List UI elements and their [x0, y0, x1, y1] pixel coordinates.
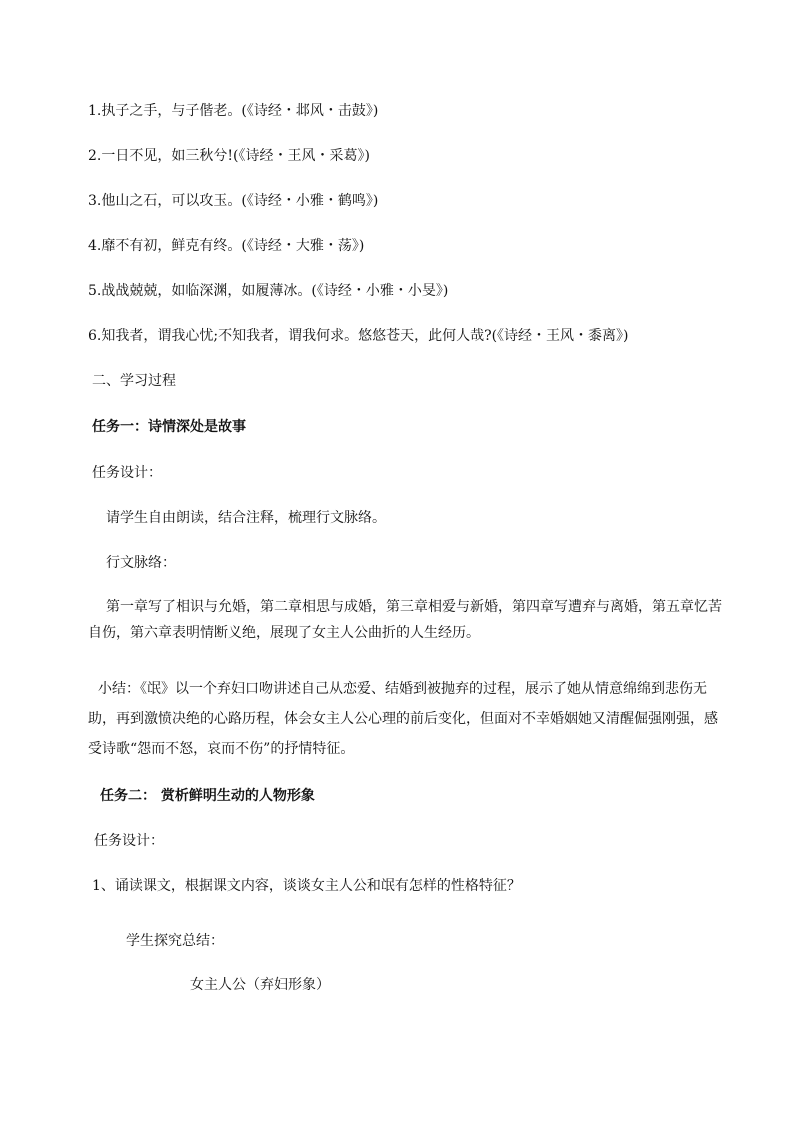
- task1-design-label: 任务设计：: [92, 465, 162, 481]
- quote-5: 5.战战兢兢，如临深渊，如履薄冰。(《诗经・小雅・小旻》): [88, 283, 449, 299]
- quote-4: 4.靡不有初，鲜克有终。(《诗经・大雅・荡》): [88, 238, 365, 254]
- task1-context-label: 行文脉络：: [106, 555, 176, 571]
- quote-3: 3.他山之石，可以攻玉。(《诗经・小雅・鹤鸣》): [88, 193, 379, 209]
- heroine-label: 女主人公（弃妇形象）: [190, 977, 330, 993]
- quote-2: 2.一日不见，如三秋兮!(《诗经・王风・采葛》): [88, 148, 370, 164]
- task1-summary-paragraph: 小结：《氓》以一个弃妇口吻讲述自己从恋爱、结婚到被抛弃的过程，展示了她从情意绵绵到悲伤无助，再到激愤决绝的心路历程，体会女主人公心理的前后变化，但面对不幸婚姻她又清醒倔强刚强，感受诗歌“怨而不怒，哀而不伤”的抒情特征。: [88, 681, 718, 757]
- task2-question: 1、诵读课文，根据课文内容，谈谈女主人公和氓有怎样的性格特征？: [92, 878, 521, 894]
- task1-title: 任务一：诗情深处是故事: [92, 419, 246, 435]
- task1-instruction: 请学生自由朗读，结合注释，梳理行文脉络。: [106, 510, 386, 526]
- task1-context-paragraph: 第一章写了相识与允婚，第二章相思与成婚，第三章相爱与新婚，第四章写遭弃与离婚，第五章忆苦自伤，第六章表明情断义绝，展现了女主人公曲折的人生经历。: [88, 599, 722, 641]
- section-title-learning-process: 二、学习过程: [92, 373, 176, 389]
- quote-1: 1.执子之手，与子偕老。(《诗经・邶风・击鼓》): [88, 103, 379, 119]
- task2-title: 任务二： 赏析鲜明生动的人物形象: [100, 788, 315, 804]
- quote-6: 6.知我者，谓我心忧;不知我者，谓我何求。悠悠苍天，此何人哉?(《诗经・王风・黍离》): [88, 328, 629, 344]
- task2-design-label: 任务设计：: [94, 833, 164, 849]
- student-summary-label: 学生探究总结：: [126, 933, 224, 949]
